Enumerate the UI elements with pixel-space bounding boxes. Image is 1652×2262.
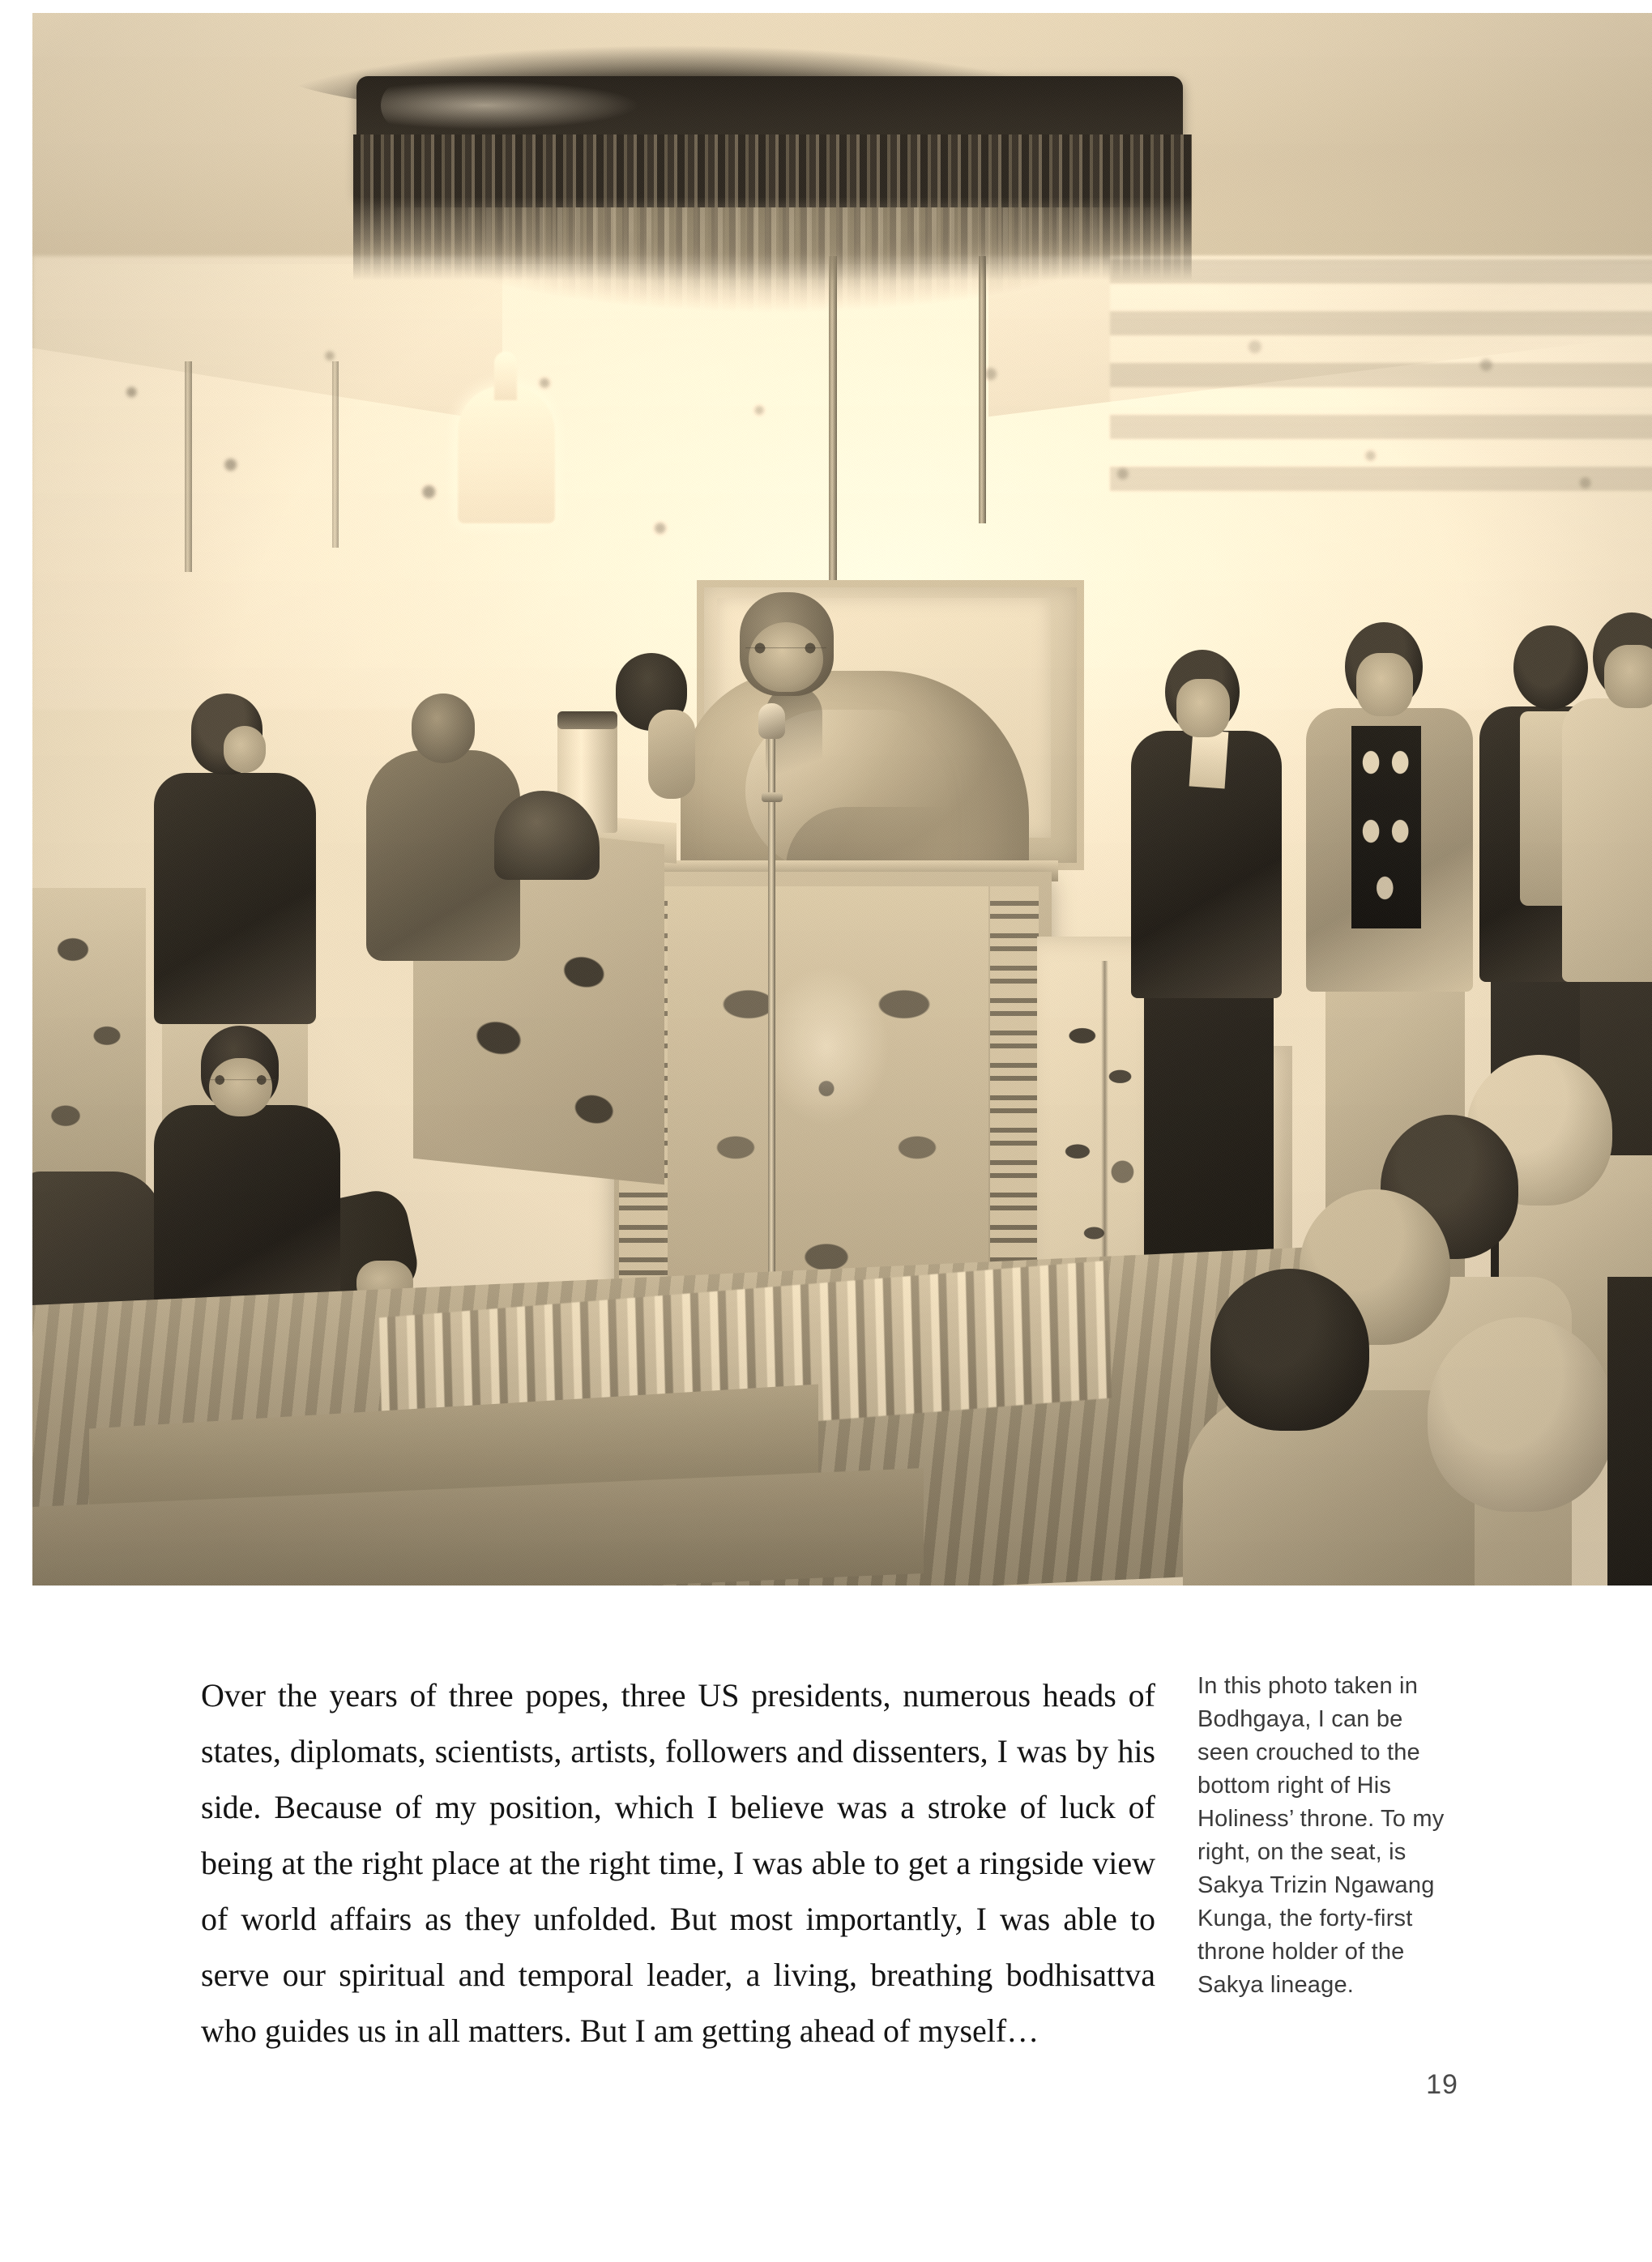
- dalai-lama-face: [749, 622, 823, 692]
- tent-pole: [185, 361, 192, 572]
- canopy-fringe-lower: [373, 207, 1175, 313]
- background-stupa: [458, 386, 555, 523]
- photo-caption: In this photo taken in Bodhgaya, I can be seen crouched to the bottom right of His Holiness’ throne. To my right, on the seat, is Sakya Trizin Ngawang Kunga, the forty-first throne holder of the Sakya lineage.: [1197, 1673, 1445, 1998]
- page-photograph: [32, 13, 1652, 1586]
- background-stupa-spire: [494, 352, 517, 400]
- page-number: 19: [1426, 2069, 1458, 2100]
- foreground-monk-head: [1210, 1269, 1369, 1431]
- standing-man-face: [224, 726, 266, 773]
- microphone-clip: [762, 792, 783, 802]
- standing-man-shirt: [1562, 698, 1652, 982]
- tent-pole: [332, 361, 339, 548]
- standing-man-legs: [1144, 985, 1274, 1293]
- body-paragraph: Over the years of three popes, three US presidents, numerous heads of states, diplomats, scientists, artists, followers and dissenters, I was by his side. Because of my position, which I believe was a stroke of luck of being at the right place at the right time, I was able to get a ringside view of world affairs as they unfolded. But most importantly, I was able to serve our spiritual and temporal leader, a living, breathing bodhisattva who guides us in all matters. But I am getting ahead of myself…: [201, 1677, 1155, 2049]
- standing-man-face: [1176, 679, 1230, 737]
- microphone-stand: [768, 726, 775, 1325]
- standing-man-head: [1513, 625, 1588, 710]
- throne-brocade-border: [990, 886, 1039, 1308]
- patterned-vest: [1351, 726, 1421, 928]
- patterned-seat-cushion: [32, 888, 146, 1196]
- crouched-man-face: [209, 1058, 272, 1116]
- glasses-icon: [745, 642, 826, 655]
- foreground-monk-head: [1428, 1317, 1614, 1512]
- canopy-valance-highlight: [381, 81, 640, 130]
- standing-man-face: [1604, 645, 1652, 708]
- shirt-collar: [1189, 730, 1229, 789]
- thermos-cap: [557, 711, 617, 729]
- standing-man-face: [1356, 653, 1413, 716]
- monk-hand: [648, 710, 695, 799]
- throne-brocade-panel: [664, 886, 988, 1308]
- foreground-dark-figure: [1607, 1277, 1652, 1586]
- standing-man-jacket: [154, 773, 316, 1024]
- glasses-icon: [206, 1074, 275, 1086]
- background-bleachers: [1110, 256, 1652, 491]
- monk-head: [412, 694, 475, 763]
- crouched-man-body: [154, 1105, 340, 1316]
- microphone-icon: [758, 703, 785, 739]
